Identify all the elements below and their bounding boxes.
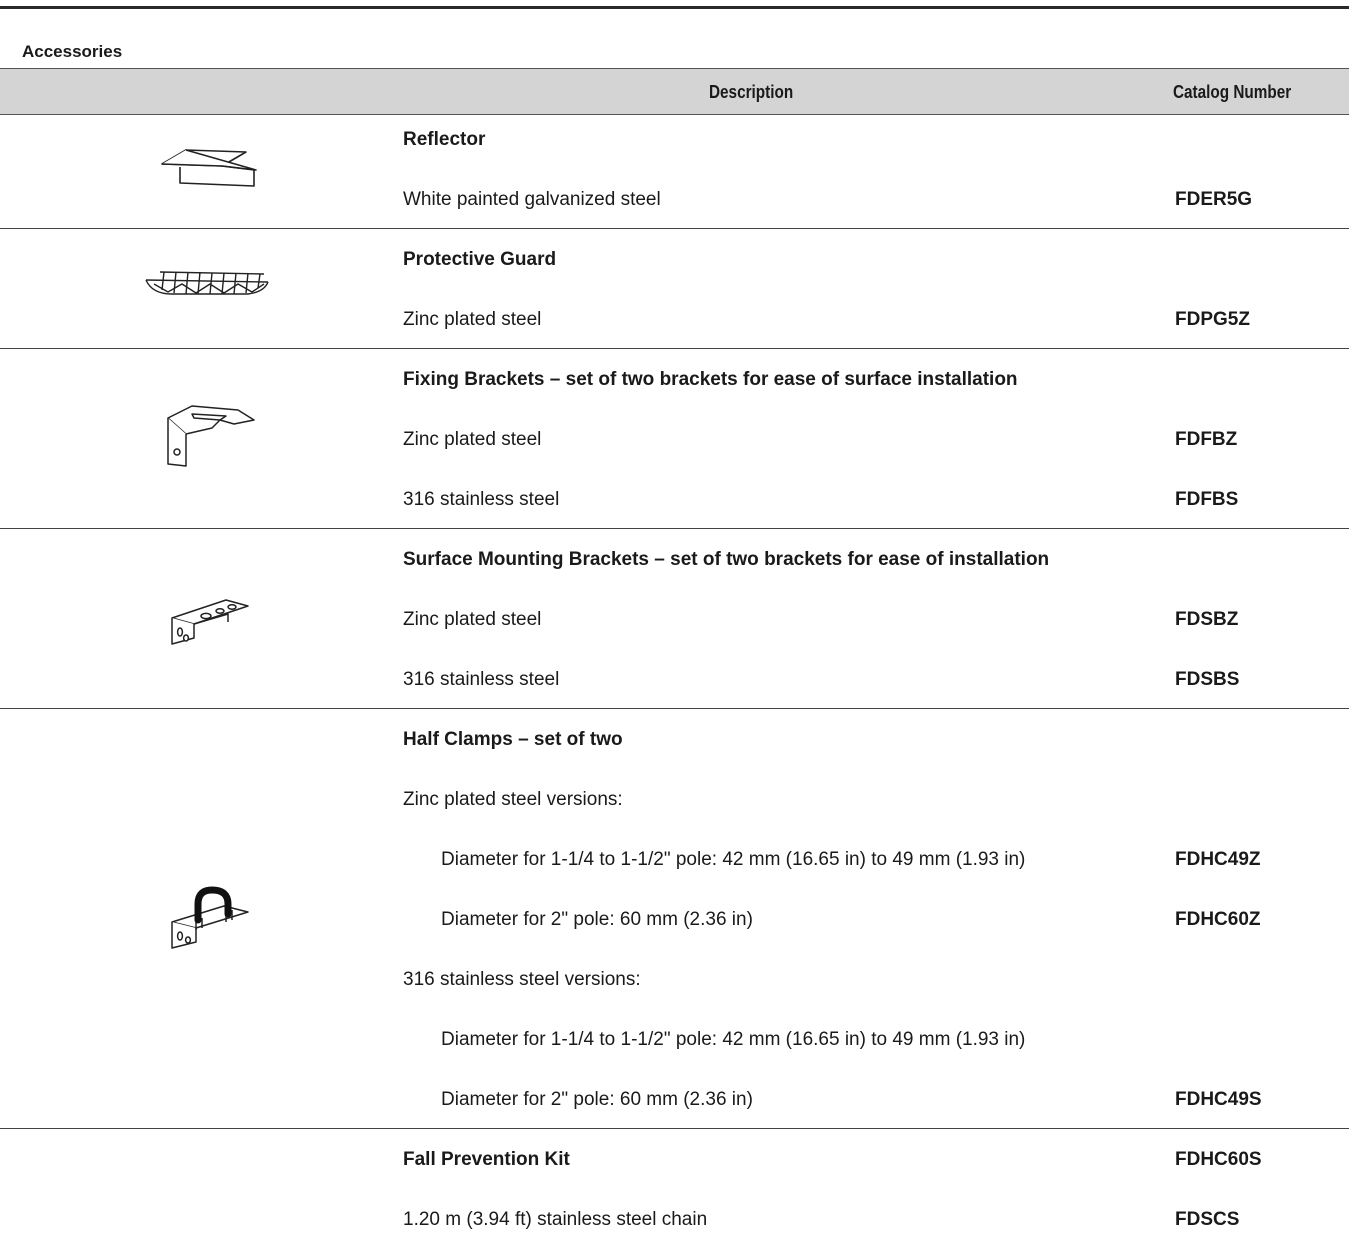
protective-guard-catalog: FDPG5Z — [1175, 309, 1250, 330]
surface-mounting-catalog-1: FDSBZ — [1175, 609, 1239, 630]
fixing-brackets-catalog-1: FDFBZ — [1175, 429, 1238, 450]
row-divider — [0, 228, 1349, 229]
protective-guard-icon — [142, 268, 272, 300]
fixing-bracket-icon — [164, 404, 256, 468]
row-divider — [0, 708, 1349, 709]
reflector-catalog: FDER5G — [1175, 189, 1253, 210]
reflector-title: Reflector — [403, 129, 486, 150]
half-clamps-item-4: Diameter for 2" pole: 60 mm (2.36 in) — [441, 1089, 753, 1110]
half-clamps-catalog-4: FDHC49S — [1175, 1089, 1262, 1110]
table-header — [0, 68, 1349, 115]
top-rule — [0, 6, 1349, 9]
half-clamps-catalog-2: FDHC60Z — [1175, 909, 1261, 930]
half-clamps-zinc-subhead: Zinc plated steel versions: — [403, 789, 623, 810]
row-divider — [0, 1128, 1349, 1129]
fall-prevention-catalog: FDSCS — [1175, 1209, 1240, 1230]
half-clamps-title: Half Clamps – set of two — [403, 729, 623, 750]
surface-mounting-item-2: 316 stainless steel — [403, 669, 560, 690]
header-description: Description — [709, 82, 794, 102]
half-clamps-item-1: Diameter for 1-1/4 to 1-1/2" pole: 42 mm (16.65 in) to 49 mm (1.93 in) — [441, 849, 1026, 870]
section-title: Accessories — [22, 42, 123, 61]
fixing-brackets-item-2: 316 stainless steel — [403, 489, 560, 510]
row-divider — [0, 348, 1349, 349]
half-clamp-icon — [168, 884, 252, 952]
half-clamps-item-3: Diameter for 1-1/4 to 1-1/2" pole: 42 mm (16.65 in) to 49 mm (1.93 in) — [441, 1029, 1026, 1050]
surface-mounting-title: Surface Mounting Brackets – set of two brackets for ease of installation — [403, 549, 1050, 570]
surface-mounting-catalog-2: FDSBS — [1175, 669, 1240, 690]
surface-mounting-bracket-icon — [168, 596, 252, 648]
row-divider — [0, 528, 1349, 529]
protective-guard-item: Zinc plated steel — [403, 309, 542, 330]
fall-prevention-title-catalog: FDHC60S — [1175, 1149, 1262, 1170]
fixing-brackets-catalog-2: FDFBS — [1175, 489, 1239, 510]
reflector-icon — [158, 140, 260, 192]
half-clamps-catalog-1: FDHC49Z — [1175, 849, 1261, 870]
reflector-item: White painted galvanized steel — [403, 189, 661, 210]
half-clamps-item-2: Diameter for 2" pole: 60 mm (2.36 in) — [441, 909, 753, 930]
header-catalog-number: Catalog Number — [1173, 82, 1292, 102]
fixing-brackets-item-1: Zinc plated steel — [403, 429, 542, 450]
protective-guard-title: Protective Guard — [403, 249, 557, 270]
fixing-brackets-title: Fixing Brackets – set of two brackets for ease of surface installation — [403, 369, 1018, 390]
fall-prevention-title: Fall Prevention Kit — [403, 1149, 570, 1170]
surface-mounting-item-1: Zinc plated steel — [403, 609, 542, 630]
half-clamps-stainless-subhead: 316 stainless steel versions: — [403, 969, 641, 990]
fall-prevention-item: 1.20 m (3.94 ft) stainless steel chain — [403, 1209, 708, 1230]
